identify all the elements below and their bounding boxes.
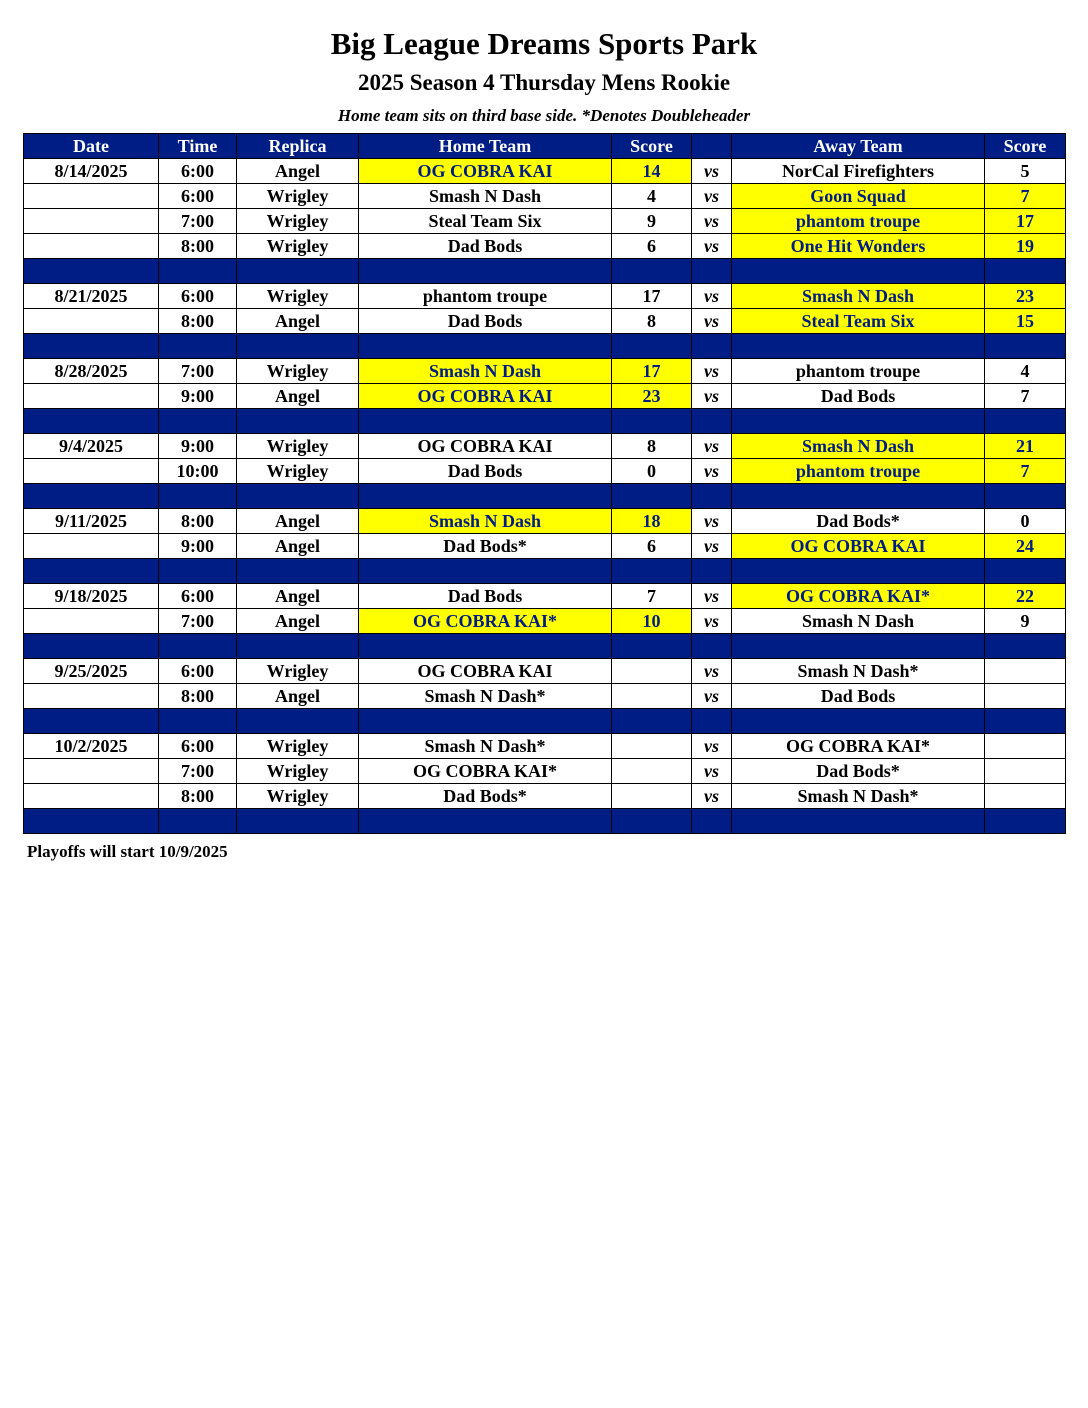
away-team: phantom troupe — [732, 459, 985, 484]
separator-cell — [237, 634, 359, 659]
game-date: 10/2/2025 — [24, 734, 159, 759]
vs-label: vs — [692, 659, 732, 684]
away-team: Dad Bods — [732, 384, 985, 409]
away-score — [985, 659, 1066, 684]
game-row — [24, 184, 1066, 209]
home-team: Smash N Dash — [359, 184, 612, 209]
game-row — [24, 784, 1066, 809]
away-team: Goon Squad — [732, 184, 985, 209]
away-score: 19 — [985, 234, 1066, 259]
separator-cell — [732, 259, 985, 284]
separator-cell — [732, 634, 985, 659]
vs-label: vs — [692, 459, 732, 484]
game-row — [24, 359, 1066, 384]
game-replica: Angel — [237, 159, 359, 184]
home-score: 9 — [612, 209, 692, 234]
game-time: 7:00 — [159, 209, 237, 234]
separator-cell — [24, 559, 159, 584]
separator-cell — [359, 809, 612, 834]
header-row — [24, 134, 1066, 159]
vs-label: vs — [692, 534, 732, 559]
vs-label: vs — [692, 609, 732, 634]
away-score: 23 — [985, 284, 1066, 309]
away-team: Smash N Dash — [732, 434, 985, 459]
vs-label: vs — [692, 684, 732, 709]
away-score: 21 — [985, 434, 1066, 459]
home-team: Smash N Dash — [359, 359, 612, 384]
separator-cell — [985, 809, 1066, 834]
home-score: 18 — [612, 509, 692, 534]
home-score: 17 — [612, 359, 692, 384]
game-replica: Angel — [237, 384, 359, 409]
separator-cell — [732, 559, 985, 584]
separator-cell — [985, 334, 1066, 359]
game-date — [24, 309, 159, 334]
week-separator-row — [24, 259, 1066, 284]
separator-cell — [985, 709, 1066, 734]
game-replica: Angel — [237, 584, 359, 609]
separator-cell — [237, 259, 359, 284]
game-replica: Wrigley — [237, 359, 359, 384]
game-row — [24, 609, 1066, 634]
game-row — [24, 659, 1066, 684]
separator-cell — [692, 709, 732, 734]
game-date: 9/25/2025 — [24, 659, 159, 684]
game-date — [24, 684, 159, 709]
week-separator-row — [24, 634, 1066, 659]
playoffs-note: Playoffs will start 10/9/2025 — [27, 842, 228, 861]
game-date — [24, 209, 159, 234]
separator-cell — [359, 709, 612, 734]
away-team: phantom troupe — [732, 359, 985, 384]
away-score: 4 — [985, 359, 1066, 384]
away-score: 7 — [985, 459, 1066, 484]
separator-cell — [24, 634, 159, 659]
separator-cell — [732, 334, 985, 359]
separator-cell — [237, 409, 359, 434]
home-team: Dad Bods* — [359, 534, 612, 559]
column-header-away-score: Score — [985, 134, 1066, 159]
home-team: Smash N Dash — [359, 509, 612, 534]
separator-cell — [692, 634, 732, 659]
vs-label: vs — [692, 209, 732, 234]
separator-cell — [612, 484, 692, 509]
vs-label: vs — [692, 734, 732, 759]
game-replica: Wrigley — [237, 784, 359, 809]
game-replica: Wrigley — [237, 734, 359, 759]
separator-cell — [159, 484, 237, 509]
separator-cell — [159, 334, 237, 359]
away-score: 7 — [985, 184, 1066, 209]
game-time: 7:00 — [159, 359, 237, 384]
vs-label: vs — [692, 309, 732, 334]
game-time: 6:00 — [159, 284, 237, 309]
home-score: 6 — [612, 534, 692, 559]
separator-cell — [732, 409, 985, 434]
home-score: 4 — [612, 184, 692, 209]
game-row — [24, 434, 1066, 459]
separator-cell — [159, 259, 237, 284]
home-team: OG COBRA KAI — [359, 159, 612, 184]
home-score: 23 — [612, 384, 692, 409]
game-time: 7:00 — [159, 759, 237, 784]
separator-cell — [985, 634, 1066, 659]
game-time: 6:00 — [159, 184, 237, 209]
week-separator-row — [24, 484, 1066, 509]
separator-cell — [237, 334, 359, 359]
game-time: 8:00 — [159, 309, 237, 334]
game-time: 7:00 — [159, 609, 237, 634]
vs-label: vs — [692, 784, 732, 809]
home-team: Steal Team Six — [359, 209, 612, 234]
away-team: phantom troupe — [732, 209, 985, 234]
game-replica: Wrigley — [237, 184, 359, 209]
separator-cell — [237, 709, 359, 734]
game-time: 6:00 — [159, 584, 237, 609]
game-replica: Wrigley — [237, 759, 359, 784]
away-team: Smash N Dash — [732, 284, 985, 309]
home-team: phantom troupe — [359, 284, 612, 309]
home-score: 0 — [612, 459, 692, 484]
home-team: OG COBRA KAI* — [359, 759, 612, 784]
home-team: OG COBRA KAI — [359, 659, 612, 684]
game-date: 8/14/2025 — [24, 159, 159, 184]
game-date: 9/18/2025 — [24, 584, 159, 609]
separator-cell — [159, 709, 237, 734]
separator-cell — [612, 409, 692, 434]
separator-cell — [359, 559, 612, 584]
game-row — [24, 384, 1066, 409]
away-score: 22 — [985, 584, 1066, 609]
away-team: OG COBRA KAI* — [732, 734, 985, 759]
home-score — [612, 759, 692, 784]
game-replica: Wrigley — [237, 284, 359, 309]
game-date — [24, 759, 159, 784]
away-team: Smash N Dash — [732, 609, 985, 634]
home-score: 8 — [612, 309, 692, 334]
away-team: Steal Team Six — [732, 309, 985, 334]
game-replica: Angel — [237, 609, 359, 634]
separator-cell — [237, 559, 359, 584]
separator-cell — [24, 334, 159, 359]
game-date — [24, 784, 159, 809]
separator-cell — [359, 259, 612, 284]
vs-label: vs — [692, 234, 732, 259]
home-score: 8 — [612, 434, 692, 459]
game-date: 8/28/2025 — [24, 359, 159, 384]
separator-cell — [692, 484, 732, 509]
week-separator-row — [24, 409, 1066, 434]
game-time: 6:00 — [159, 159, 237, 184]
game-row — [24, 284, 1066, 309]
week-separator-row — [24, 709, 1066, 734]
game-time: 10:00 — [159, 459, 237, 484]
column-header-home-team: Home Team — [359, 134, 612, 159]
away-score: 17 — [985, 209, 1066, 234]
game-date — [24, 234, 159, 259]
away-score: 0 — [985, 509, 1066, 534]
game-row — [24, 684, 1066, 709]
game-time: 8:00 — [159, 684, 237, 709]
away-score: 15 — [985, 309, 1066, 334]
game-time: 8:00 — [159, 509, 237, 534]
vs-label: vs — [692, 359, 732, 384]
game-replica: Wrigley — [237, 434, 359, 459]
doubleheader-note: Home team sits on third base side. *Denotes Doubleheader — [337, 106, 751, 125]
week-separator-row — [24, 809, 1066, 834]
away-team: OG COBRA KAI* — [732, 584, 985, 609]
home-team: OG COBRA KAI — [359, 384, 612, 409]
separator-cell — [237, 484, 359, 509]
home-team: Dad Bods — [359, 459, 612, 484]
separator-cell — [359, 334, 612, 359]
game-row — [24, 459, 1066, 484]
game-time: 9:00 — [159, 534, 237, 559]
vs-label: vs — [692, 184, 732, 209]
page-subtitle: 2025 Season 4 Thursday Mens Rookie — [357, 70, 731, 95]
game-time: 8:00 — [159, 784, 237, 809]
away-team: Dad Bods — [732, 684, 985, 709]
game-row — [24, 234, 1066, 259]
game-date — [24, 384, 159, 409]
vs-label: vs — [692, 384, 732, 409]
separator-cell — [985, 259, 1066, 284]
vs-label: vs — [692, 584, 732, 609]
separator-cell — [732, 709, 985, 734]
separator-cell — [237, 809, 359, 834]
game-time: 6:00 — [159, 659, 237, 684]
separator-cell — [612, 709, 692, 734]
vs-label: vs — [692, 159, 732, 184]
separator-cell — [692, 559, 732, 584]
separator-cell — [24, 409, 159, 434]
away-score — [985, 784, 1066, 809]
separator-cell — [359, 634, 612, 659]
game-time: 8:00 — [159, 234, 237, 259]
separator-cell — [159, 409, 237, 434]
vs-label: vs — [692, 759, 732, 784]
vs-label: vs — [692, 509, 732, 534]
away-score: 9 — [985, 609, 1066, 634]
away-score — [985, 734, 1066, 759]
game-row — [24, 209, 1066, 234]
separator-cell — [732, 809, 985, 834]
separator-cell — [359, 409, 612, 434]
separator-cell — [24, 484, 159, 509]
separator-cell — [612, 259, 692, 284]
separator-cell — [159, 634, 237, 659]
game-row — [24, 509, 1066, 534]
away-score — [985, 759, 1066, 784]
separator-cell — [985, 409, 1066, 434]
separator-cell — [692, 334, 732, 359]
home-score: 7 — [612, 584, 692, 609]
separator-cell — [159, 809, 237, 834]
home-team: OG COBRA KAI — [359, 434, 612, 459]
home-team: Dad Bods — [359, 584, 612, 609]
column-header-date: Date — [24, 134, 159, 159]
separator-cell — [359, 484, 612, 509]
away-score: 24 — [985, 534, 1066, 559]
home-score: 6 — [612, 234, 692, 259]
column-header-vs — [692, 134, 732, 159]
separator-cell — [692, 259, 732, 284]
game-row — [24, 759, 1066, 784]
away-score — [985, 684, 1066, 709]
away-team: Dad Bods* — [732, 509, 985, 534]
column-header-home-score: Score — [612, 134, 692, 159]
page-title: Big League Dreams Sports Park — [330, 26, 758, 61]
separator-cell — [612, 334, 692, 359]
separator-cell — [612, 809, 692, 834]
home-score — [612, 784, 692, 809]
away-team: NorCal Firefighters — [732, 159, 985, 184]
game-row — [24, 309, 1066, 334]
game-row — [24, 734, 1066, 759]
column-header-time: Time — [159, 134, 237, 159]
away-team: Smash N Dash* — [732, 784, 985, 809]
home-team: Dad Bods — [359, 234, 612, 259]
game-replica: Angel — [237, 684, 359, 709]
separator-cell — [24, 809, 159, 834]
game-date: 9/4/2025 — [24, 434, 159, 459]
home-score: 14 — [612, 159, 692, 184]
schedule-body — [24, 159, 1066, 834]
separator-cell — [985, 559, 1066, 584]
separator-cell — [612, 634, 692, 659]
game-date — [24, 534, 159, 559]
game-date: 9/11/2025 — [24, 509, 159, 534]
column-header-away-team: Away Team — [732, 134, 985, 159]
game-row — [24, 534, 1066, 559]
game-date — [24, 184, 159, 209]
home-score: 10 — [612, 609, 692, 634]
home-score — [612, 659, 692, 684]
away-team: One Hit Wonders — [732, 234, 985, 259]
game-time: 9:00 — [159, 384, 237, 409]
home-score: 17 — [612, 284, 692, 309]
separator-cell — [985, 484, 1066, 509]
week-separator-row — [24, 334, 1066, 359]
separator-cell — [159, 559, 237, 584]
vs-label: vs — [692, 434, 732, 459]
separator-cell — [692, 409, 732, 434]
away-team: OG COBRA KAI — [732, 534, 985, 559]
game-date — [24, 609, 159, 634]
away-team: Dad Bods* — [732, 759, 985, 784]
game-replica: Wrigley — [237, 234, 359, 259]
separator-cell — [732, 484, 985, 509]
separator-cell — [24, 259, 159, 284]
game-row — [24, 159, 1066, 184]
home-team: Dad Bods — [359, 309, 612, 334]
game-row — [24, 584, 1066, 609]
week-separator-row — [24, 559, 1066, 584]
away-score: 5 — [985, 159, 1066, 184]
home-score — [612, 734, 692, 759]
vs-label: vs — [692, 284, 732, 309]
game-replica: Angel — [237, 509, 359, 534]
home-team: Smash N Dash* — [359, 734, 612, 759]
game-replica: Wrigley — [237, 459, 359, 484]
schedule-table — [23, 133, 1066, 834]
separator-cell — [24, 709, 159, 734]
home-team: Dad Bods* — [359, 784, 612, 809]
home-team: Smash N Dash* — [359, 684, 612, 709]
game-replica: Angel — [237, 309, 359, 334]
game-replica: Wrigley — [237, 209, 359, 234]
home-score — [612, 684, 692, 709]
game-replica: Wrigley — [237, 659, 359, 684]
game-date: 8/21/2025 — [24, 284, 159, 309]
separator-cell — [612, 559, 692, 584]
away-score: 7 — [985, 384, 1066, 409]
game-time: 9:00 — [159, 434, 237, 459]
game-replica: Angel — [237, 534, 359, 559]
game-time: 6:00 — [159, 734, 237, 759]
column-header-replica: Replica — [237, 134, 359, 159]
away-team: Smash N Dash* — [732, 659, 985, 684]
separator-cell — [692, 809, 732, 834]
game-date — [24, 459, 159, 484]
home-team: OG COBRA KAI* — [359, 609, 612, 634]
